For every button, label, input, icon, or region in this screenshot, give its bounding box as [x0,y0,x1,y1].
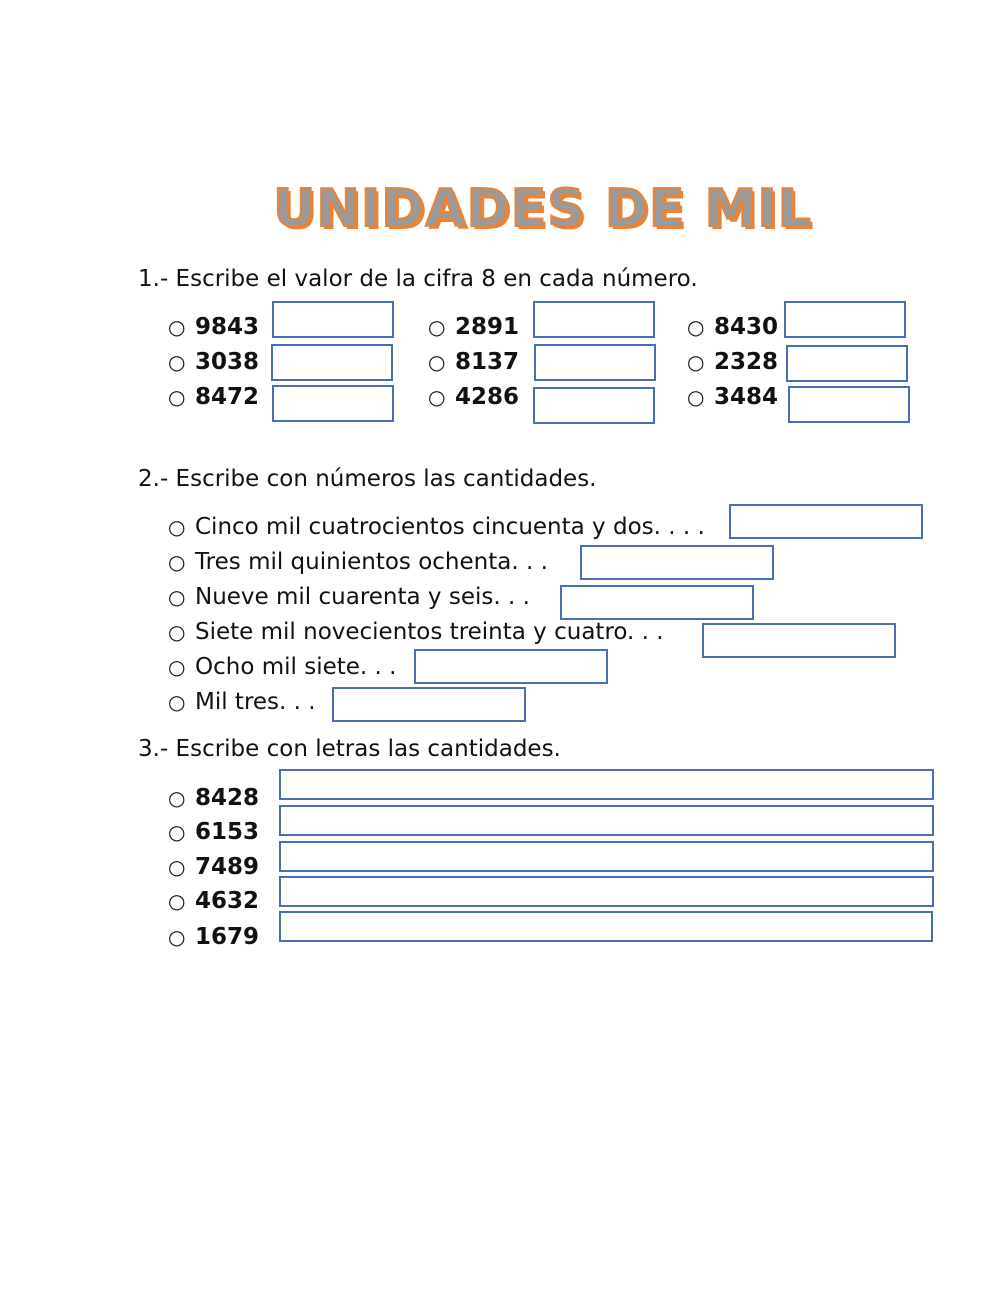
s1-number: 8472 [195,384,260,410]
s3-number: 4632 [195,888,260,914]
s1-number: 8137 [455,349,520,375]
bullet-icon: ○ [168,786,186,810]
bullet-icon: ○ [168,655,186,679]
bullet-icon: ○ [687,385,705,409]
bullet-icon: ○ [168,585,186,609]
s3-answer-5[interactable] [279,911,933,942]
s2-item-4 [168,621,664,644]
s2-answer-4[interactable] [702,623,896,658]
section-1-heading: 1.- Escribe el valor de la cifra 8 en cada número. [138,266,698,292]
s2-item-2 [168,551,548,574]
bullet-icon: ○ [168,515,186,539]
s2-item-6 [168,691,316,714]
s3-number: 7489 [195,854,260,880]
s1-answer-4[interactable] [271,344,393,381]
s3-item-3 [168,856,259,879]
s3-item-1 [168,787,259,810]
s2-quantity-text: Ocho mil siete. . . [195,654,397,680]
s1-answer-5[interactable] [534,344,656,381]
bullet-icon: ○ [687,350,705,374]
s1-answer-8[interactable] [533,387,655,424]
s2-quantity-text: Siete mil novecientos treinta y cuatro. . . [195,619,664,645]
s3-answer-4[interactable] [279,876,934,907]
s1-item-8 [428,386,519,409]
bullet-icon: ○ [428,315,446,339]
s1-number: 2891 [455,314,520,340]
s2-quantity-text: Mil tres. . . [195,689,316,715]
s2-answer-2[interactable] [580,545,774,580]
page-title: UNIDADES DE MIL [273,179,812,239]
bullet-icon: ○ [168,690,186,714]
s1-item-3 [687,316,778,339]
bullet-icon: ○ [168,350,186,374]
s3-answer-2[interactable] [279,805,934,836]
s3-item-4 [168,890,259,913]
bullet-icon: ○ [687,315,705,339]
bullet-icon: ○ [168,855,186,879]
bullet-icon: ○ [168,620,186,644]
s1-number: 2328 [714,349,779,375]
bullet-icon: ○ [168,385,186,409]
s2-quantity-text: Cinco mil cuatrocientos cincuenta y dos. . . . [195,514,705,540]
s1-answer-6[interactable] [786,345,908,382]
s1-number: 9843 [195,314,260,340]
s1-answer-2[interactable] [533,301,655,338]
s1-item-2 [428,316,519,339]
s1-number: 4286 [455,384,520,410]
s2-item-1 [168,516,705,539]
s1-item-1 [168,316,259,339]
s1-item-4 [168,351,259,374]
s1-answer-1[interactable] [272,301,394,338]
bullet-icon: ○ [428,385,446,409]
s2-answer-3[interactable] [560,585,754,620]
bullet-icon: ○ [168,925,186,949]
s2-answer-1[interactable] [729,504,923,539]
s3-number: 8428 [195,785,260,811]
s2-item-3 [168,586,530,609]
s2-answer-5[interactable] [414,649,608,684]
s2-quantity-text: Nueve mil cuarenta y seis. . . [195,584,530,610]
section-2-heading: 2.- Escribe con números las cantidades. [138,466,597,492]
s2-quantity-text: Tres mil quinientos ochenta. . . [195,549,548,575]
bullet-icon: ○ [168,889,186,913]
s1-item-6 [687,351,778,374]
s3-item-2 [168,821,259,844]
bullet-icon: ○ [168,550,186,574]
s3-number: 6153 [195,819,260,845]
s2-item-5 [168,656,396,679]
s3-answer-1[interactable] [279,769,934,800]
bullet-icon: ○ [168,315,186,339]
s3-answer-3[interactable] [279,841,934,872]
s1-number: 3038 [195,349,260,375]
s1-item-5 [428,351,519,374]
s2-answer-6[interactable] [332,687,526,722]
s1-answer-9[interactable] [788,386,910,423]
s1-number: 3484 [714,384,779,410]
bullet-icon: ○ [168,820,186,844]
s3-item-5 [168,926,259,949]
section-3-heading: 3.- Escribe con letras las cantidades. [138,736,561,762]
s1-item-7 [168,386,259,409]
bullet-icon: ○ [428,350,446,374]
s1-item-9 [687,386,778,409]
s1-number: 8430 [714,314,779,340]
s1-answer-3[interactable] [784,301,906,338]
s1-answer-7[interactable] [272,385,394,422]
s3-number: 1679 [195,924,260,950]
